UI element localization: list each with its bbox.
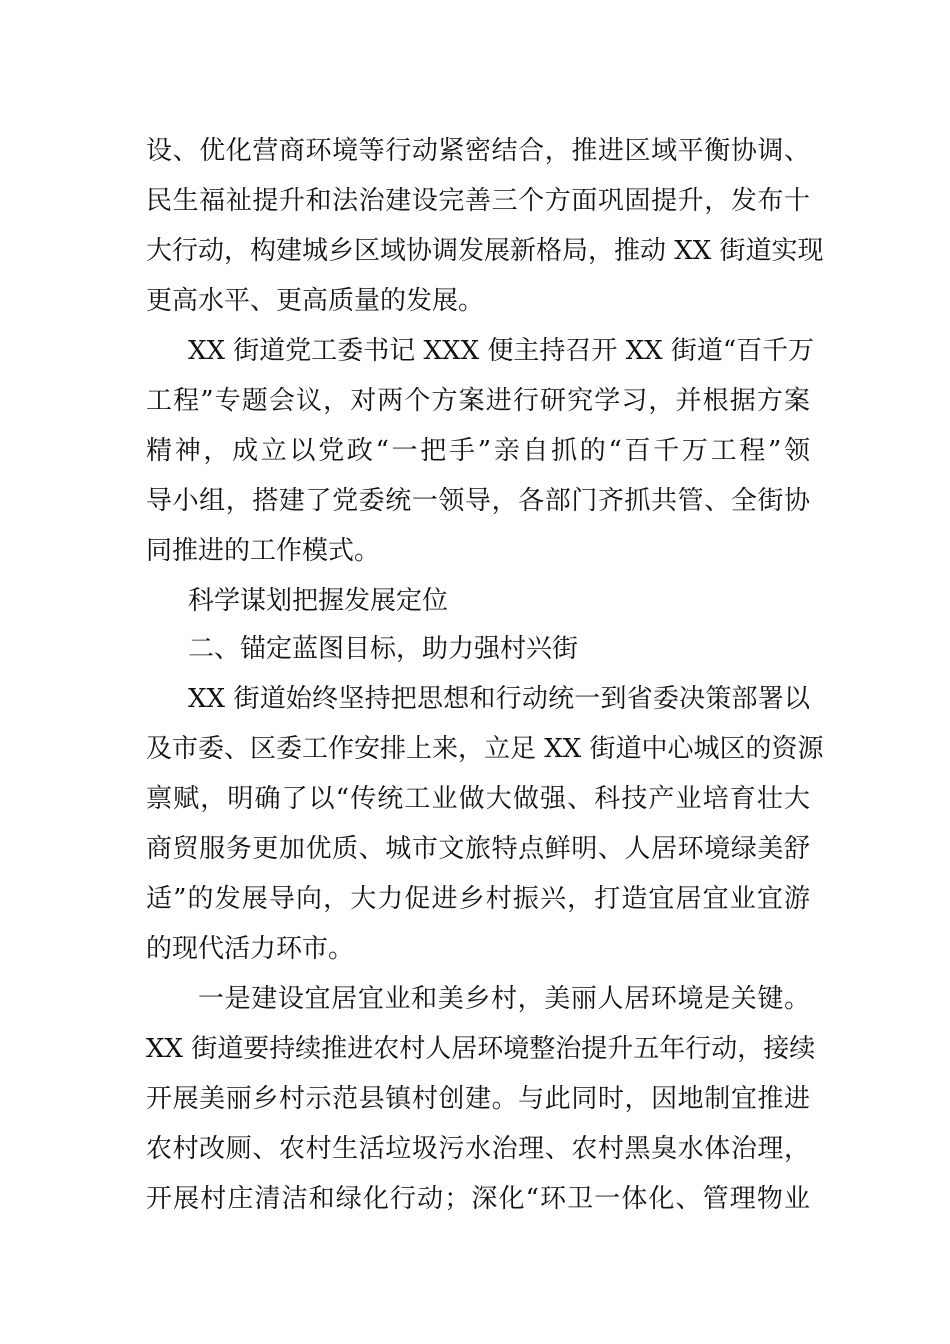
- paragraph-4-line-4: 农村改厕、农村生活垃圾污水治理、农村黑臭水体治理，: [146, 1134, 810, 1164]
- paragraph-1-line-2: 民生福祉提升和法治建设完善三个方面巩固提升，发布十: [146, 186, 810, 216]
- paragraph-4-line-5: 开展村庄清洁和绿化行动；深化“环卫一体化、管理物业: [146, 1184, 810, 1214]
- paragraph-4-line-2: XX 街道要持续推进农村人居环境整治提升五年行动，接续: [146, 1034, 816, 1064]
- paragraph-1-line-1: 设、优化营商环境等行动紧密结合，推进区域平衡协调、: [146, 136, 810, 166]
- paragraph-3-line-2: 及市委、区委工作安排上来，立足 XX 街道中心城区的资源: [146, 734, 824, 764]
- paragraph-2-line-1: XX 街道党工委书记 XXX 便主持召开 XX 街道“百千万: [188, 336, 815, 366]
- section-heading: 科学谋划把握发展定位: [188, 586, 449, 616]
- paragraph-3-line-4: 商贸服务更加优质、城市文旅特点鲜明、人居环境绿美舒: [146, 834, 810, 864]
- paragraph-3-line-5: 适”的发展导向，大力促进乡村振兴，打造宜居宜业宜游: [146, 884, 810, 914]
- paragraph-2-line-2: 工程”专题会议，对两个方案进行研究学习，并根据方案: [146, 386, 810, 416]
- paragraph-4-line-1: 一是建设宜居宜业和美乡村，美丽人居环境是关键。: [198, 984, 810, 1014]
- paragraph-4-line-3: 开展美丽乡村示范县镇村创建。与此同时，因地制宜推进: [146, 1084, 810, 1114]
- paragraph-2-line-4: 导小组，搭建了党委统一领导，各部门齐抓共管、全街协: [146, 486, 810, 516]
- paragraph-3-line-6: 的现代活力环市。: [146, 934, 355, 964]
- paragraph-2-line-3: 精神，成立以党政“一把手”亲自抓的“百千万工程”领: [146, 436, 810, 466]
- paragraph-3-line-1: XX 街道始终坚持把思想和行动统一到省委决策部署以: [188, 684, 810, 714]
- paragraph-2-line-5: 同推进的工作模式。: [146, 536, 381, 566]
- paragraph-1-line-3: 大行动，构建城乡区域协调发展新格局，推动 XX 街道实现: [146, 236, 824, 266]
- paragraph-3-line-3: 禀赋，明确了以“传统工业做大做强、科技产业培育壮大: [146, 784, 810, 814]
- paragraph-1-line-4: 更高水平、更高质量的发展。: [146, 286, 485, 316]
- section-heading-2: 二、锚定蓝图目标，助力强村兴街: [188, 634, 579, 664]
